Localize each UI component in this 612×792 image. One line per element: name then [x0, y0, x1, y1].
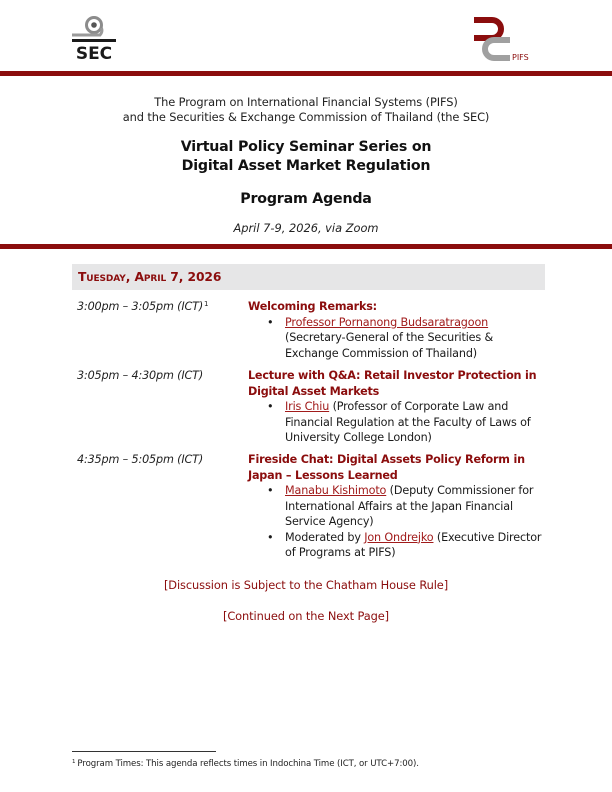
- bullet-icon: •: [267, 315, 274, 329]
- speaker-item: [248, 315, 548, 362]
- pifs-logo-text: PIFS: [512, 53, 529, 62]
- speaker-detail: (Professor of Corporate Law and Financial Regulation at the Faculty of Laws of University College London): [285, 400, 531, 444]
- session-title: Fireside Chat: Digital Assets Policy Reform in Japan – Lessons Learned: [248, 453, 525, 482]
- speaker-item: [248, 399, 548, 446]
- session-time: 4:35pm – 5:05pm (ICT): [77, 453, 204, 466]
- speaker-item: [248, 483, 548, 530]
- bullet-icon: •: [267, 530, 274, 544]
- sec-logo-text: SEC: [75, 44, 113, 62]
- footnote: [72, 759, 419, 769]
- speaker-detail: (Deputy Commissioner for International Affairs at the Japan Financial Service Agency): [285, 484, 534, 528]
- session-block: [248, 452, 548, 561]
- moderator-prefix: Moderated by: [285, 530, 361, 544]
- chatham-note: [Discussion is Subject to the Chatham House Rule]: [163, 578, 449, 592]
- moderator-detail: (Executive Director of Programs at PIFS): [285, 530, 542, 559]
- header-divider: [0, 71, 612, 76]
- speaker-link[interactable]: Professor Pornanong Budsaratragoon: [285, 315, 489, 329]
- footnote-text: Program Times: This agenda reflects times in Indochina Time (ICT, or UTC+7:00).: [77, 759, 419, 769]
- intro-line-2: and the Securities & Exchange Commission of Thailand (the SEC): [122, 110, 490, 124]
- pifs-logo: [470, 16, 540, 64]
- bullet-icon: •: [267, 484, 274, 497]
- moderator-item: [248, 530, 548, 561]
- session-title: Lecture with Q&A: Retail Investor Protection in Digital Asset Markets: [248, 369, 537, 398]
- agenda-title: Program Agenda: [240, 191, 372, 207]
- footnote-divider: [72, 751, 216, 752]
- section-divider: [0, 244, 612, 249]
- footnote-ref[interactable]: 1: [204, 300, 209, 308]
- speaker-link[interactable]: Iris Chiu: [285, 400, 330, 413]
- session-time: 3:05pm – 4:30pm (ICT): [77, 369, 204, 382]
- sec-logo: [70, 14, 118, 62]
- moderator-link[interactable]: Jon Ondrejko: [364, 530, 434, 544]
- session-time-text: 3:00pm – 3:05pm (ICT): [77, 300, 204, 313]
- title-line-2: Digital Asset Market Regulation: [181, 158, 431, 174]
- event-date: April 7-9, 2026, via Zoom: [233, 221, 379, 235]
- footnote-number: 1: [72, 759, 76, 765]
- bullet-icon: •: [267, 400, 274, 413]
- session-block: [248, 299, 548, 361]
- session-block: [248, 368, 548, 446]
- session-title: Welcoming Remarks:: [248, 300, 377, 313]
- continued-note: [Continued on the Next Page]: [222, 609, 389, 623]
- speaker-link[interactable]: Manabu Kishimoto: [285, 484, 387, 497]
- speaker-detail: (Secretary-General of the Securities & Exchange Commission of Thailand): [285, 331, 494, 360]
- intro-line-1: The Program on International Financial Systems (PIFS): [154, 95, 458, 109]
- title-line-1: Virtual Policy Seminar Series on: [180, 139, 432, 155]
- day-label: Tuesday, April 7, 2026: [78, 270, 222, 284]
- session-time: [77, 300, 208, 313]
